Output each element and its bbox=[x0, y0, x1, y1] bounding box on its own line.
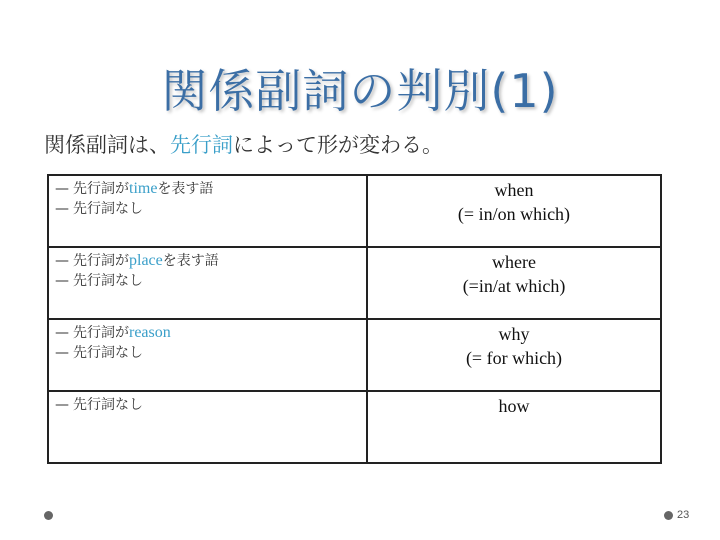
condition-line bbox=[55, 271, 360, 291]
answer-cell bbox=[367, 319, 661, 391]
condition-line bbox=[55, 323, 360, 343]
answer-word: when bbox=[494, 180, 534, 200]
condition-cell bbox=[48, 175, 367, 247]
answer-cell bbox=[367, 247, 661, 319]
condition-suffix: を表す語 bbox=[162, 253, 219, 269]
dash-marker: — bbox=[55, 253, 69, 269]
answer-paraphrase: (= for which) bbox=[465, 348, 563, 368]
answer-word: where bbox=[492, 252, 536, 272]
table-row bbox=[48, 391, 661, 463]
footer-dot-left bbox=[44, 511, 53, 520]
page-number: 23 bbox=[677, 509, 690, 521]
answer-word: how bbox=[498, 396, 530, 416]
condition-suffix: を表す語 bbox=[157, 181, 214, 197]
answer-paraphrase: (=in/at which) bbox=[462, 276, 566, 296]
table-row bbox=[48, 319, 661, 391]
condition-text: 先行詞なし bbox=[73, 345, 143, 361]
condition-line bbox=[55, 251, 360, 271]
dash-marker: — bbox=[55, 273, 69, 289]
dash-marker: — bbox=[55, 325, 69, 341]
condition-cell bbox=[48, 319, 367, 391]
dash-marker: — bbox=[55, 181, 69, 197]
dash-marker: — bbox=[55, 201, 69, 217]
condition-line bbox=[55, 343, 360, 363]
answer-cell bbox=[367, 175, 661, 247]
antecedent-word: place bbox=[129, 252, 163, 269]
subtitle-highlight: 先行詞 bbox=[170, 133, 233, 157]
subtitle-after: によって形が変わる。 bbox=[233, 133, 443, 157]
condition-cell bbox=[48, 247, 367, 319]
condition-line bbox=[55, 179, 360, 199]
relative-adverb-table bbox=[47, 174, 662, 464]
antecedent-word: time bbox=[129, 180, 158, 197]
answer-cell bbox=[367, 391, 661, 463]
antecedent-word: reason bbox=[129, 324, 171, 341]
condition-cell bbox=[48, 391, 367, 463]
footer-dot-right bbox=[664, 511, 673, 520]
condition-text: 先行詞なし bbox=[73, 201, 143, 217]
dash-marker: — bbox=[55, 345, 69, 361]
condition-prefix: 先行詞が bbox=[73, 253, 129, 269]
condition-text: 先行詞なし bbox=[73, 273, 143, 289]
dash-marker: — bbox=[55, 397, 69, 413]
slide-title: 関係副詞の判別(1) bbox=[161, 64, 559, 118]
subtitle-before: 関係副詞は、 bbox=[44, 133, 170, 157]
condition-prefix: 先行詞が bbox=[73, 325, 129, 341]
table-row bbox=[48, 247, 661, 319]
condition-text: 先行詞なし bbox=[73, 397, 143, 413]
slide-subtitle bbox=[44, 130, 443, 160]
table-row bbox=[48, 175, 661, 247]
condition-line bbox=[55, 199, 360, 219]
condition-line bbox=[55, 395, 360, 415]
answer-paraphrase: (= in/on which) bbox=[457, 204, 571, 224]
answer-word: why bbox=[498, 324, 530, 344]
condition-prefix: 先行詞が bbox=[73, 181, 129, 197]
